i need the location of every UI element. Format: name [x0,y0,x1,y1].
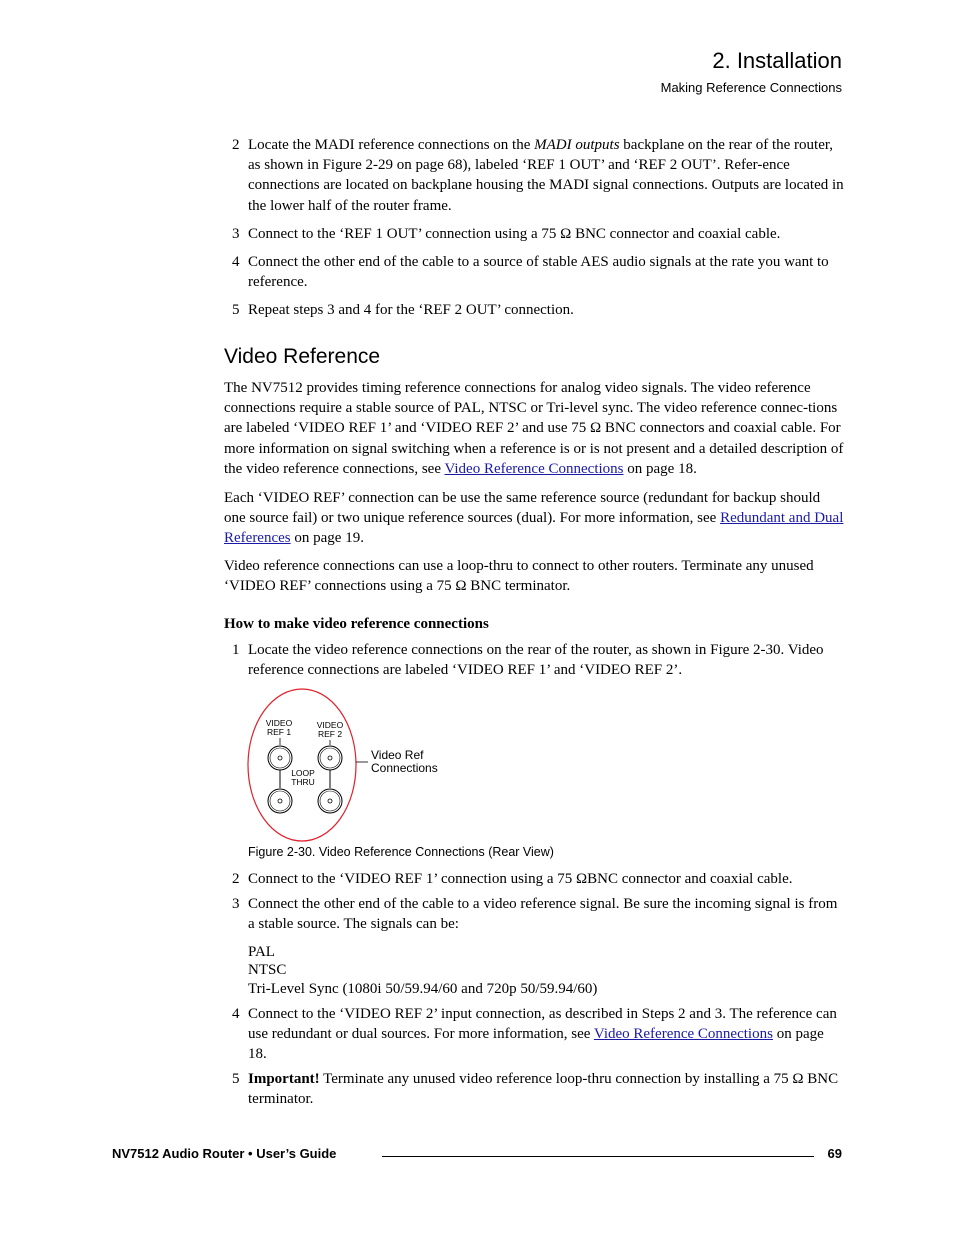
label-thru: THRU [291,777,315,787]
page-number: 69 [827,1146,842,1161]
step-number: 5 [232,1071,240,1087]
step-text [248,1004,844,1065]
step-text-part: Terminate any unused video reference loop-thru connection by installing a 75 Ω BNC terminator. [248,1071,839,1108]
step-number: 4 [232,1006,240,1022]
chapter-title: 2. Installation [712,48,842,73]
list-item [232,252,844,292]
label-video-ref1-bottom: REF 1 [266,727,292,737]
important-label: Important! [248,1071,320,1087]
list-item [232,300,844,320]
step-text-part: Connect to the ‘VIDEO REF 2’ input connection, as described in Steps 2 and 3. The reference can use redundant or dual sources. For more information, see [248,1006,837,1043]
footer-divider [382,1156,814,1157]
list-item [232,1004,844,1065]
bnc-connector-ref1-top [268,746,292,770]
label-video-ref2-top: VIDEO [316,720,344,730]
step-emphasis: MADI outputs [534,137,620,153]
redundant-dual-references-link[interactable]: Redundant and Dual References [224,510,844,547]
step-number: 4 [232,254,240,270]
step-text: Connect the other end of the cable to a video reference signal. Be sure the incoming signal is from a stable source. The signals can be: [248,896,838,933]
step-text: Connect to the ‘VIDEO REF 1’ connection using a 75 ΩBNC connector and coaxial cable. [248,871,793,887]
paragraph-text: on page 19. [290,530,364,547]
paragraph-text: Each ‘VIDEO REF’ connection can be use the same reference source (redundant for backup should one source fail) or two unique reference sources (dual). For more information, see [224,490,821,527]
list-item [232,224,844,244]
paragraph: Video reference connections can use a loop-thru to connect to other routers. Terminate any unused ‘VIDEO REF’ connections using a 75 Ω BNC terminator. [224,558,814,595]
list-item [232,640,844,680]
step-text-part: Locate the MADI reference connections on the [248,137,535,153]
step-number: 3 [232,896,240,912]
step-number: 3 [232,226,240,242]
list-item [232,1069,844,1109]
step-number: 5 [232,302,240,318]
video-reference-figure [240,684,460,846]
paragraph-text: The NV7512 provides timing reference connections for analog video signals. The video reference connections require a stable source of PAL, NTSC or Tri-level sync. The video reference connec-tions are labeled ‘VIDEO REF 1’ and ‘VIDEO REF 2’ and use 75 Ω BNC connectors and coaxial cable. For more information on signal switching when a reference is or is not present and a detailed description of the video reference connections, see [224,380,844,477]
step-text: Connect the other end of the cable to a source of stable AES audio signals at the rate you want to reference. [248,254,829,291]
signal-list [248,943,597,998]
list-item [232,135,844,216]
paragraph [224,488,844,549]
paragraph [224,378,844,479]
step-text: Locate the video reference connections on the rear of the router, as shown in Figure 2-30. Video reference connections are labeled ‘VIDEO REF 1’ and ‘VIDEO REF 2’. [248,642,824,679]
signal-item-trilevel: Tri-Level Sync (1080i 50/59.94/60 and 720p 50/59.94/60) [248,980,598,997]
step-text-part: on page 18. [248,1026,824,1063]
section-heading: Video Reference [224,345,381,368]
video-reference-connections-link[interactable]: Video Reference Connections [444,460,624,477]
step-text-part: backplane on the rear of the router, as shown in Figure 2-29 on page 68), labeled ‘REF 1 OUT’ and ‘REF 2 OUT’. Refer-ence connections are located on backplane housing the MADI signal connections. Outputs are located in the lower half of the router frame. [248,137,844,214]
step-text [248,135,844,216]
paragraph-text: on page 18. [623,460,697,477]
signal-item-pal: PAL [248,944,275,960]
signal-item-ntsc: NTSC [248,962,287,979]
bnc-connector-ref1-bottom [268,789,292,813]
label-video-ref2-bottom: REF 2 [317,729,343,739]
step-number: 2 [232,137,240,153]
callout-label-bottom: Connections [371,761,438,775]
label-video-ref1-top: VIDEO [265,718,293,728]
list-item [232,894,844,934]
bnc-connector-ref2-bottom [318,789,342,813]
procedure-heading: How to make video reference connections [224,616,489,632]
step-number: 2 [232,871,240,887]
step-text: Repeat steps 3 and 4 for the ‘REF 2 OUT’ connection. [248,302,574,318]
bnc-connector-ref2-top [318,746,342,770]
step-text [248,1069,844,1109]
label-loop: LOOP [291,768,315,778]
step-text: Connect to the ‘REF 1 OUT’ connection using a 75 Ω BNC connector and coaxial cable. [248,226,781,242]
list-item [232,869,844,889]
callout-label-top: Video Ref [371,748,424,762]
footer-title: NV7512 Audio Router • User’s Guide [112,1146,337,1161]
step-number: 1 [232,642,240,658]
section-subtitle: Making Reference Connections [660,80,842,95]
figure-caption: Figure 2-30. Video Reference Connections (Rear View) [248,845,554,859]
video-reference-connections-link-2[interactable]: Video Reference Connections [593,1026,773,1043]
